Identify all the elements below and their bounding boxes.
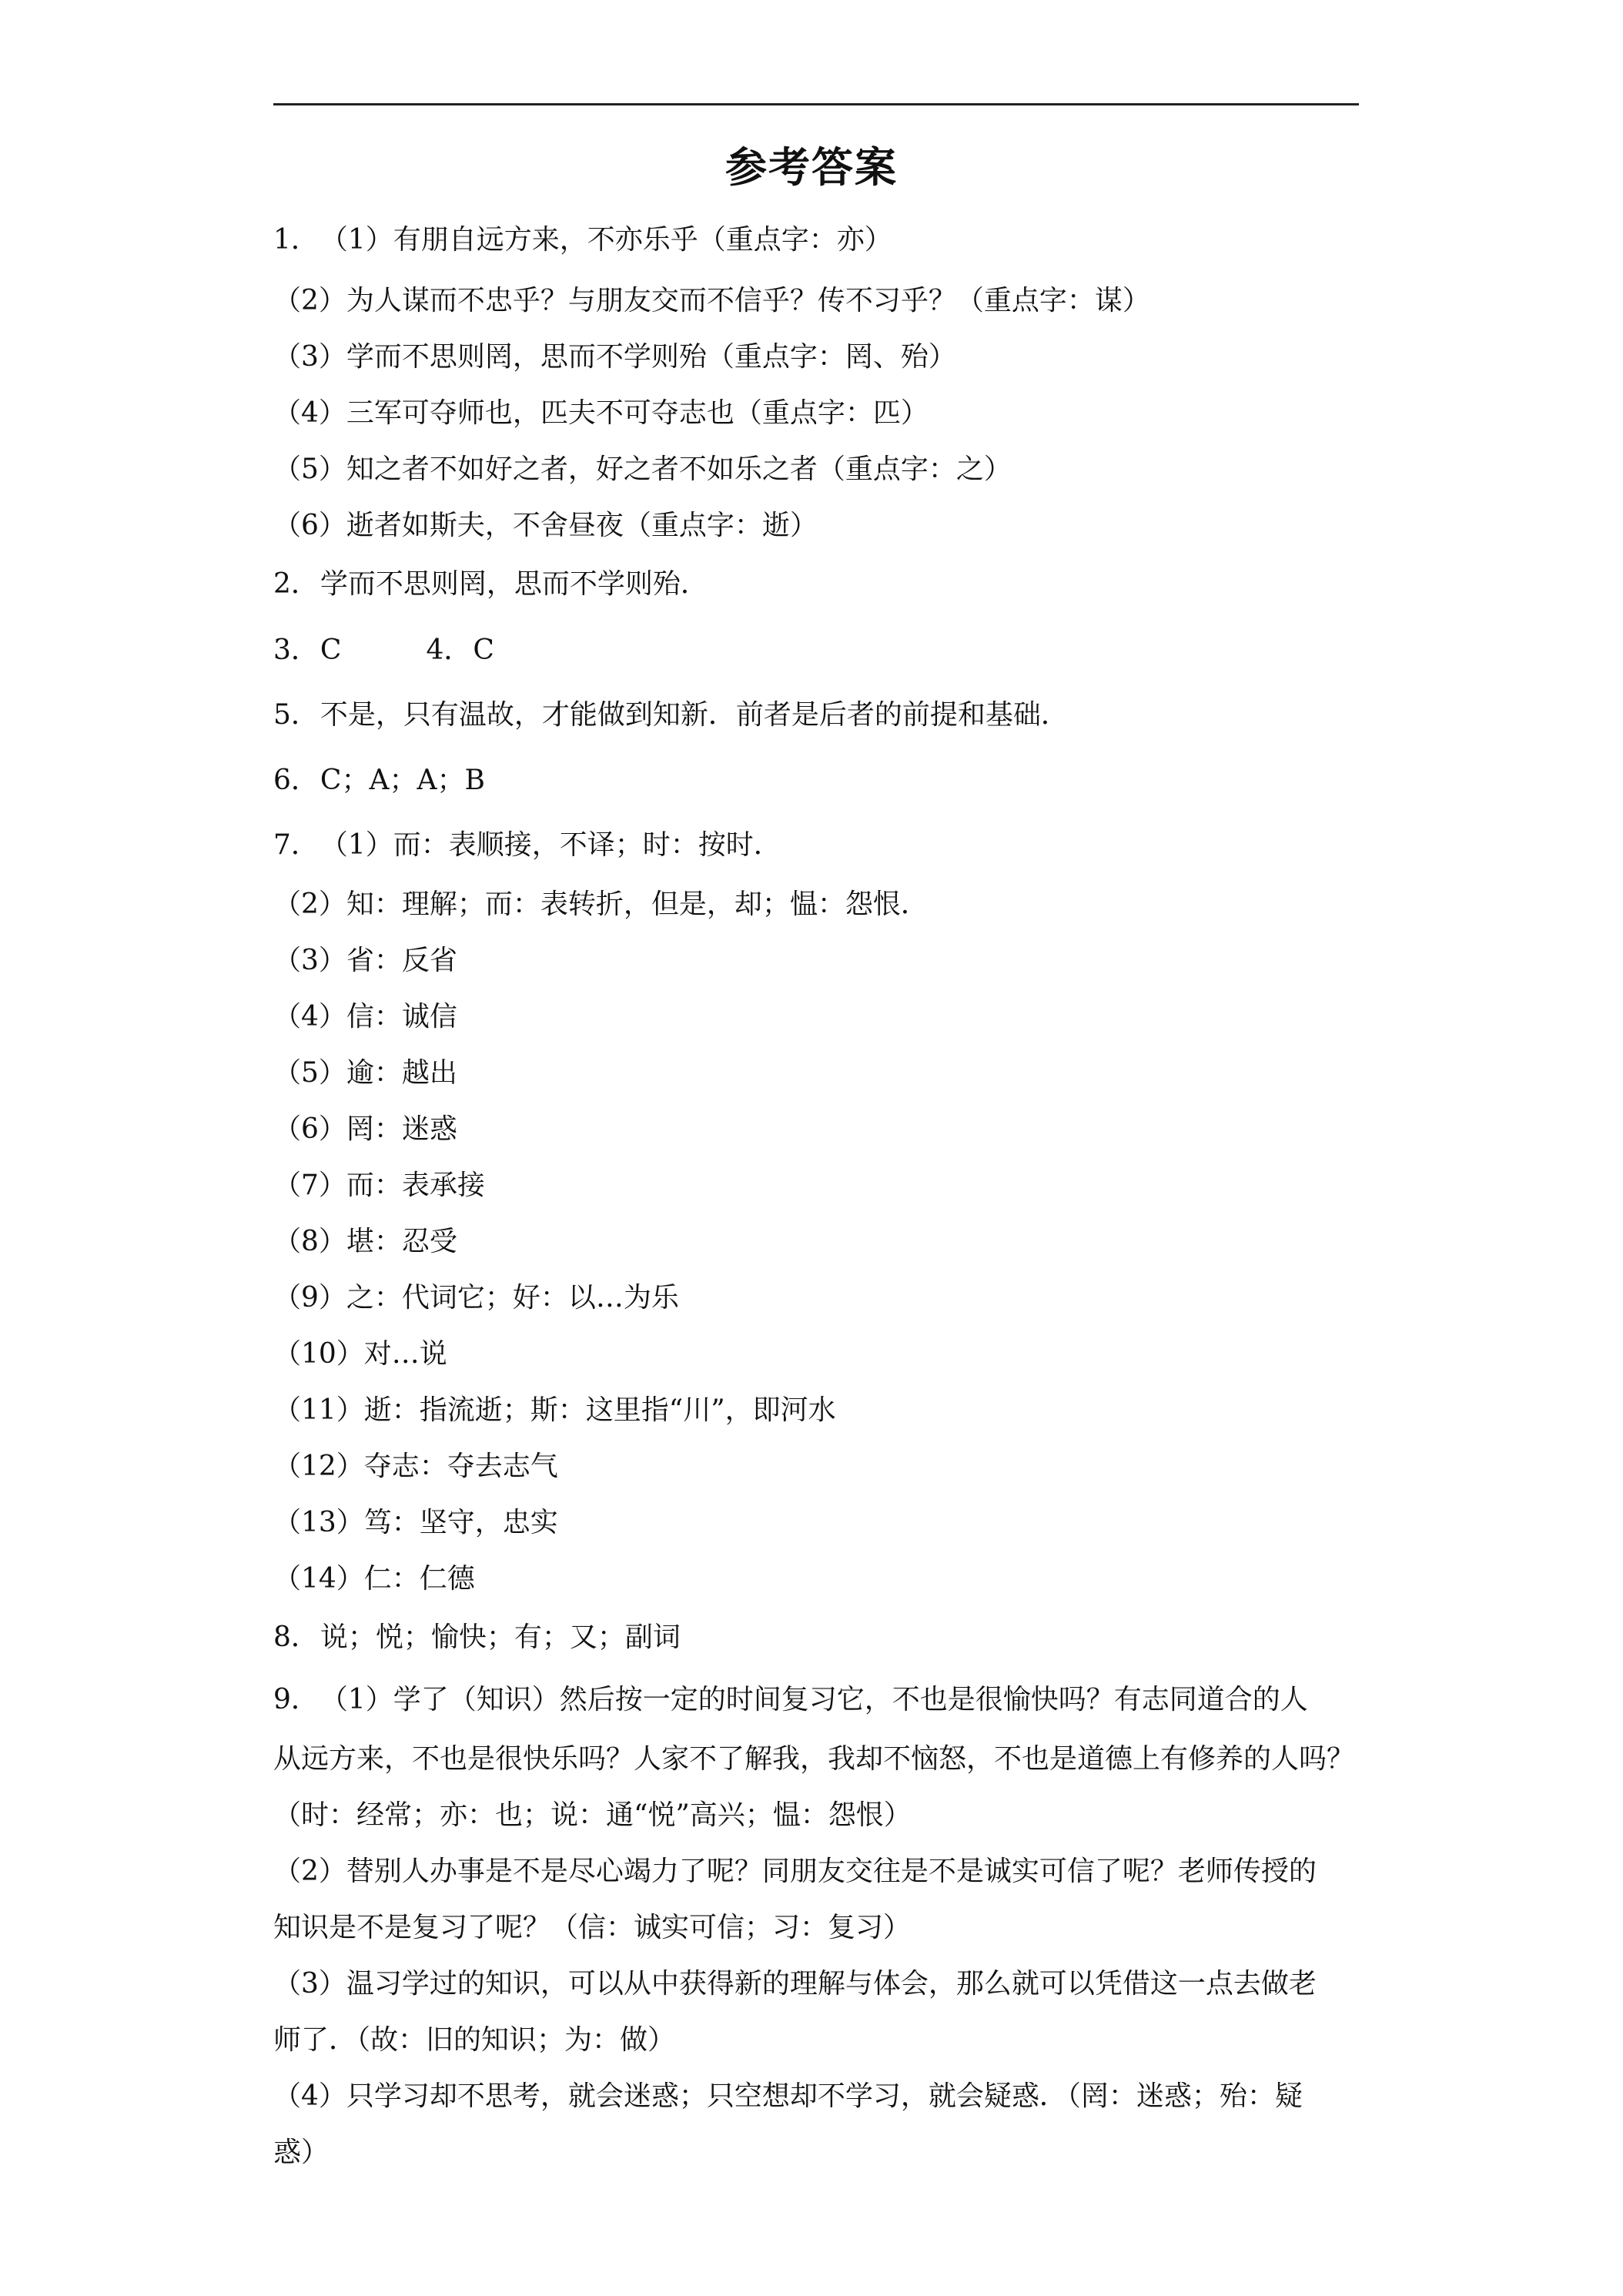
answer-text: （12）夺志：夺去志气: [273, 1451, 558, 1482]
answer-text: （2）替别人办事是不是尽心竭力了呢？同朋友交往是不是诚实可信了呢？老师传授的: [273, 1856, 1317, 1887]
answer-text: 惑）: [273, 2137, 330, 2168]
answer-line: [273, 226, 892, 254]
answer-text: 不是，只有温故，才能做到知新．前者是后者的前提和基础．: [320, 699, 1069, 731]
answer-line: [273, 343, 956, 371]
answer-line: [273, 1565, 475, 1593]
answer-line: [273, 1228, 457, 1256]
answer-text: （13）笃：坚守，忠实: [273, 1507, 558, 1538]
answer-text: （11）逝：指流逝；斯：这里指“川”，即河水: [273, 1394, 836, 1426]
answer-line: [273, 1970, 1317, 1998]
header-rule: [273, 103, 1359, 105]
answer-text: （3）温习学过的知识，可以从中获得新的理解与体会，那么就可以凭借这一点去做老: [273, 1968, 1317, 2000]
answer-line: [273, 456, 1012, 484]
answer-text: （4）信：诚信: [273, 1001, 457, 1033]
answer-line: [273, 767, 485, 795]
answer-line: [273, 2139, 329, 2167]
answer-line: [273, 1914, 911, 1942]
answer-text: （3）省：反省: [273, 945, 457, 976]
answer-line: [273, 1284, 679, 1312]
answer-line: [273, 2024, 676, 2056]
answer-line: [273, 1686, 1308, 1714]
question-number: 8．: [273, 1622, 319, 1653]
answer-text: C；A；A；B: [320, 765, 485, 796]
answer-text: （10）对…说: [273, 1338, 447, 1370]
answer-line: [273, 1509, 558, 1537]
answer-line: [273, 1453, 558, 1481]
answer-line: [273, 568, 708, 600]
question-number: 1．: [273, 224, 319, 256]
answer-text: （14）仁：仁德: [273, 1563, 475, 1595]
answer-line: [273, 1172, 485, 1200]
answer-text: 师了．（故：旧的知识；为：做）: [273, 2024, 676, 2056]
answer-line: [273, 1624, 681, 1652]
answer-line: [273, 512, 818, 540]
answer-text: C: [320, 634, 342, 666]
answer-line: [273, 1113, 457, 1145]
question-number: 9．: [273, 1684, 319, 1715]
answer-line: [273, 1799, 912, 1831]
answer-text: （4）只学习却不思考，就会迷惑；只空想却不学习，就会疑惑．（罔：迷惑；殆：疑: [273, 2080, 1303, 2112]
answer-text: （7）而：表承接: [273, 1170, 485, 1201]
answer-text: （2）为人谋而不忠乎？与朋友交而不信乎？传不习乎？（重点字：谋）: [273, 285, 1150, 316]
answer-text: 说；悦；愉快；有；又；副词: [320, 1622, 681, 1653]
answer-text: C: [473, 634, 494, 666]
answer-line: [273, 1059, 457, 1087]
question-number: 6．: [273, 765, 319, 796]
answer-line: [273, 287, 1150, 315]
answer-line: [273, 397, 929, 429]
answer-text: 学而不思则罔，思而不学则殆．: [320, 568, 708, 600]
question-number: 7．: [273, 829, 319, 861]
question-number: 4．: [426, 634, 472, 666]
answer-text: （5）逾：越出: [273, 1057, 457, 1089]
answer-text: （1）学了（知识）然后按一定的时间复习它，不也是很愉快吗？有志同道合的人: [320, 1684, 1308, 1715]
answer-text: （时：经常；亦：也；说：通“悦”高兴；愠：怨恨）: [273, 1799, 912, 1831]
answer-line: [273, 1745, 1354, 1773]
question-number: 2．: [273, 568, 319, 600]
answer-text: （8）堪：忍受: [273, 1226, 457, 1257]
answer-text: （9）之：代词它；好：以…为乐: [273, 1282, 679, 1314]
answer-text: （6）逝者如斯夫，不舍昼夜（重点字：逝）: [273, 510, 818, 541]
answer-text: 知识是不是复习了呢？（信：诚实可信；习：复习）: [273, 1912, 912, 1943]
question-number: 5．: [273, 699, 319, 731]
answer-text: （3）学而不思则罔，思而不学则殆（重点字：罔、殆）: [273, 341, 956, 373]
answer-line: [273, 829, 781, 861]
answer-line: [273, 634, 494, 666]
answer-line: [273, 1394, 836, 1426]
answer-line: [273, 947, 457, 975]
answer-text: （5）知之者不如好之者，好之者不如乐之者（重点字：之）: [273, 454, 1012, 485]
answer-line: [273, 1858, 1317, 1886]
page-title: 参考答案: [725, 143, 898, 192]
answer-text: （4）三军可夺师也，匹夫不可夺志也（重点字：匹）: [273, 397, 929, 429]
answer-line: [273, 1340, 447, 1368]
answer-line: [273, 891, 929, 919]
answer-text: 从远方来，不也是很快乐吗？人家不了解我，我却不恼怒，不也是道德上有修养的人吗？: [273, 1743, 1355, 1775]
answer-text: （1）而：表顺接，不译；时：按时．: [320, 829, 781, 861]
answer-line: [273, 701, 1069, 729]
answer-text: （6）罔：迷惑: [273, 1113, 457, 1145]
answer-line: [273, 2080, 1303, 2112]
answer-text: （2）知：理解；而：表转折，但是，却；愠：怨恨．: [273, 889, 929, 920]
question-number: 3．: [273, 634, 319, 666]
answer-text: （1）有朋自远方来，不亦乐乎（重点字：亦）: [320, 224, 892, 256]
answer-line: [273, 1003, 457, 1031]
